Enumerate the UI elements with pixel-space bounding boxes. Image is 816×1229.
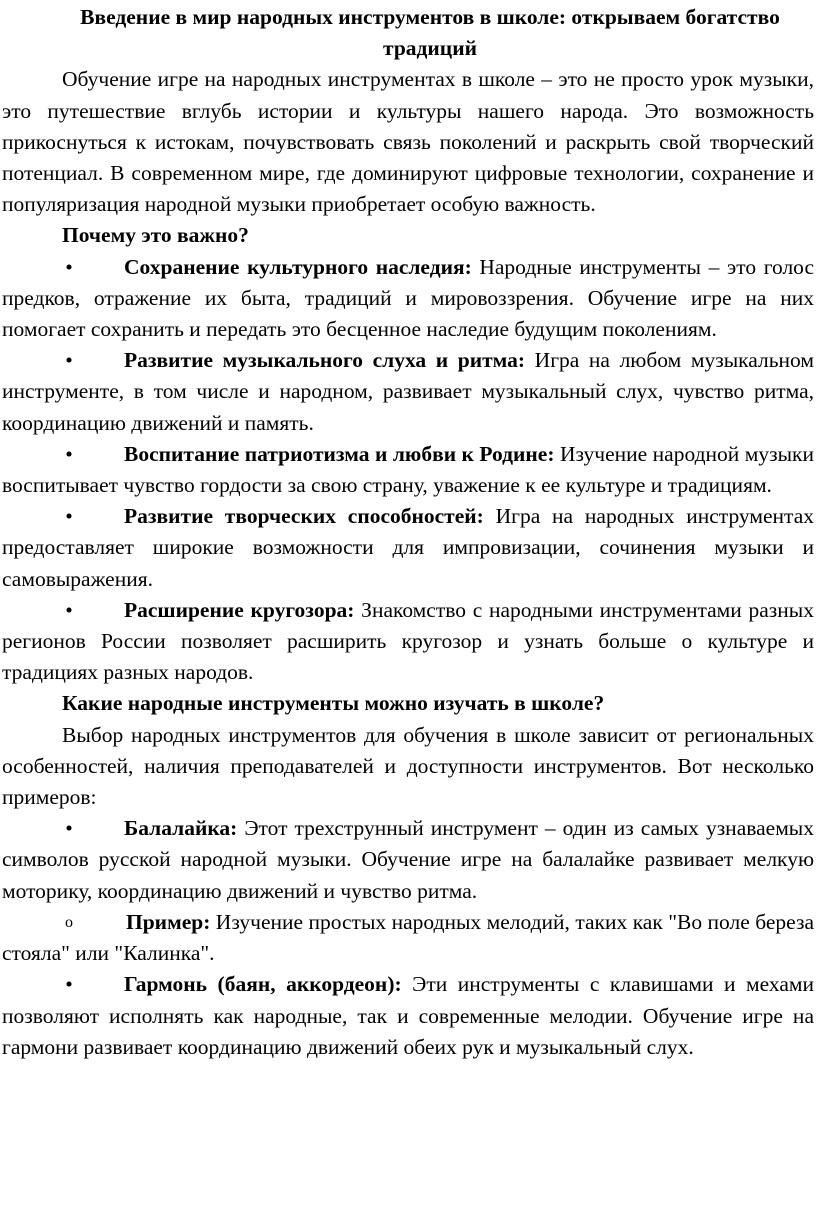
circle-bullet-icon: o: [65, 913, 73, 931]
bullet-item: [2, 813, 814, 907]
bullet-item: [2, 969, 814, 1063]
bullet-text: Эти инструменты с клавишами и мехами позволяют исполнять как народные, так и современные мелодии. Обучение игре на гармони развивает координацию движений обеих рук и музыкальный слух.: [2, 972, 814, 1059]
bullet-icon: •: [65, 254, 73, 279]
which-heading: Какие народные инструменты можно изучать в школе?: [62, 691, 605, 716]
bullet-term: Развитие творческих способностей:: [124, 504, 484, 529]
bullet-text: Этот трехструнный инструмент – один из самых узнаваемых символов русской народной музыки. Обучение игре на балалайке развивает мелкую моторику, координацию движений и чувство ритма.: [2, 816, 814, 903]
bullet-text: Изучение народной музыки воспитывает чувство гордости за свою страну, уважение к ее культуре и традициям.: [2, 441, 814, 498]
bullet-term: Развитие музыкального слуха и ритма:: [124, 348, 526, 373]
sub-bullet-item: [2, 907, 814, 969]
bullet-icon: •: [65, 816, 73, 841]
bullet-term: Балалайка:: [124, 816, 238, 841]
bullet-term: Сохранение культурного наследия:: [124, 254, 472, 279]
bullet-item: [2, 595, 814, 689]
bullet-term: Гармонь (баян, аккордеон):: [124, 972, 402, 997]
which-intro-paragraph: Выбор народных инструментов для обучения в школе зависит от региональных особенностей, наличия преподавателей и доступности инструментов. Вот несколько примеров:: [2, 722, 814, 810]
bullet-term: Воспитание патриотизма и любви к Родине:: [124, 441, 555, 466]
why-heading: Почему это важно?: [62, 223, 249, 248]
document-title: Введение в мир народных инструментов в школе: открываем богатство традиций: [80, 5, 780, 61]
bullet-item: [2, 501, 814, 595]
bullet-text: Игра на любом музыкальном инструменте, в том числе и народном, развивает музыкальный слух, чувство ритма, координацию движений и память.: [2, 348, 814, 435]
bullet-text: Народные инструменты – это голос предков, отражение их быта, традиций и мировоззрения. Обучение игре на них помогает сохранить и передать это бесценное наследие будущим поколениям.: [2, 254, 815, 342]
bullet-item: [2, 252, 814, 346]
bullet-icon: •: [65, 972, 73, 997]
bullet-icon: •: [65, 504, 73, 529]
bullet-item: [2, 345, 814, 439]
bullet-text: Изучение простых народных мелодий, таких как "Во поле береза стояла" или "Калинка".: [2, 909, 814, 966]
bullet-term: Пример:: [126, 909, 211, 934]
bullet-text: Знакомство с народными инструментами разных регионов России позволяет расширить кругозор и узнать больше о культуре и традициях разных народов.: [2, 597, 814, 685]
intro-paragraph: Обучение игре на народных инструментах в школе – это не просто урок музыки, это путешествие вглубь истории и культуры нашего народа. Это возможность прикоснуться к истокам, почувствовать связь поколений и раскрыть свой творческий потенциал. В современном мире, где доминируют цифровые технологии, сохранение и популяризация народной музыки приобретает особую важность.: [2, 67, 814, 217]
bullet-icon: •: [65, 597, 73, 622]
bullet-item: [2, 439, 814, 501]
bullet-term: Расширение кругозора:: [124, 597, 355, 622]
bullet-icon: •: [65, 348, 73, 373]
bullet-icon: •: [65, 441, 73, 466]
bullet-text: Игра на народных инструментах предоставляет широкие возможности для импровизации, сочинения музыки и самовыражения.: [2, 504, 814, 591]
